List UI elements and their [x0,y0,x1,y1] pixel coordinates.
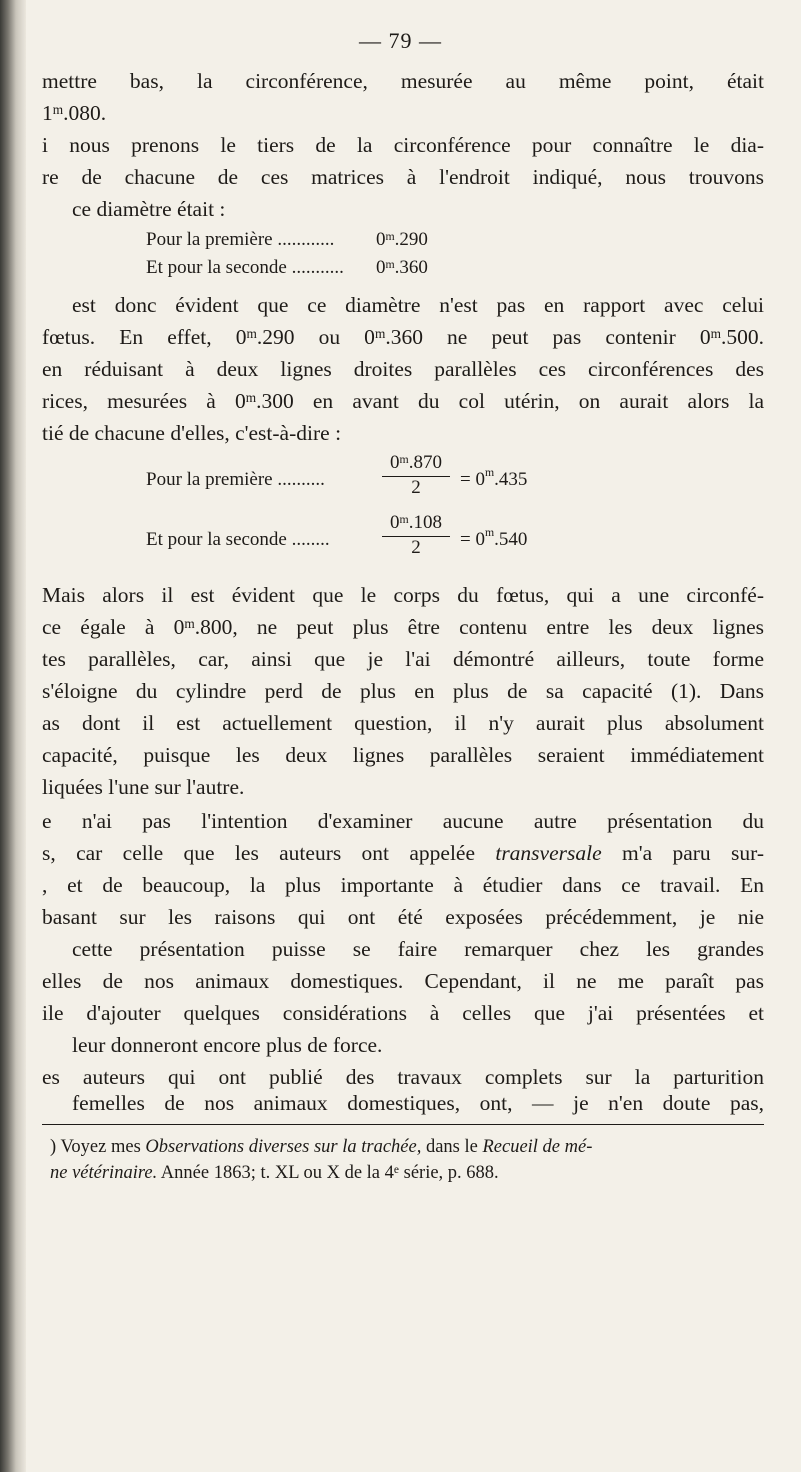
text-line: en réduisant à deux lignes droites parallèles ces circonférences des [42,357,764,381]
text-line [42,838,764,868]
text-line: elles de nos animaux domestiques. Cependant, il ne me paraît pas [42,969,764,993]
text-line: tié de chacune d'elles, c'est-à-dire : [42,421,342,445]
text-line: re de chacune de ces matrices à l'endroit indiqué, nous trouvons [42,165,764,189]
text-line: leur donneront encore plus de force. [72,1033,383,1057]
footnote-text-c: Année 1863; t. XL ou X de la 4 [157,1163,394,1183]
formula-label: Pour la première .......... [146,469,325,490]
fraction-formula [146,452,646,510]
formula-result: = $0^m.435$ [460,466,528,490]
fraction [382,512,450,559]
fraction [382,452,450,499]
text-line: Mais alors il est évident que le corps du fœtus, qui a une circonfé- [42,583,764,607]
text-line: i nous prenons le tiers de la circonférence pour connaître le dia- [42,133,764,157]
footnote-italic: Observations diverses sur la trachée, [145,1137,422,1157]
text-line: 1$^m$.080. [42,101,107,125]
text-line: rices, mesurées à 0$^m$.300 en avant du col utérin, on aurait alors la [42,389,764,413]
fraction-denominator: 2 [411,537,421,558]
fraction-numerator: 0$^m$.870 [382,452,450,477]
footnote-line [50,1134,764,1160]
fraction-numerator: 0$^m$.108 [382,512,450,537]
text-line: est donc évident que ce diamètre n'est pas en rapport avec celui [72,293,764,317]
footnote-text-d: série, p. 688. [399,1163,499,1183]
fraction-denominator: 2 [411,477,421,498]
measurement-value: 0$^m$.290 [376,229,428,250]
page-number: — 79 — [359,28,442,53]
measurement-value: 0$^m$.360 [376,257,428,278]
formula-label: Et pour la seconde ........ [146,529,330,550]
italic-term: transversale [495,841,602,865]
page-gutter-shadow [0,0,26,1472]
text-line: ce diamètre était : [72,197,226,221]
footnote-line [50,1160,764,1186]
text-line: ce égale à 0$^m$.800, ne peut plus être contenu entre les deux lignes [42,615,764,639]
text-line: e n'ai pas l'intention d'examiner aucune autre présentation du [42,809,764,833]
text-line: tes parallèles, car, ainsi que je l'ai démontré ailleurs, toute forme [42,647,764,671]
measurement-label: Pour la première ............ [146,229,335,250]
text-line: s'éloigne du cylindre perd de plus en plus de sa capacité (1). Dans [42,679,764,703]
text-line: as dont il est actuellement question, il n'y aurait plus absolument [42,711,764,735]
footnote-sup: e [393,1164,399,1176]
text-line: cette présentation puisse se faire remarquer chez les grandes [72,937,764,961]
footnote-italic: Recueil de mé- [482,1137,593,1157]
text-line-prefix: s, car celle que les auteurs ont appelée [42,841,496,865]
text-line: capacité, puisque les deux lignes parallèles seraient immédiatement [42,743,764,767]
text-line: es auteurs qui ont publié des travaux complets sur la parturition [42,1065,764,1089]
text-line: ile d'ajouter quelques considérations à celles que j'ai présentées et [42,1001,764,1025]
footnote-text-a: ) Voyez mes [50,1137,146,1157]
text-line-suffix: m'a paru sur- [601,841,764,865]
text-line: mettre bas, la circonférence, mesurée au même point, était [42,69,764,93]
measurement-label: Et pour la seconde ........... [146,257,344,278]
text-line: fœtus. En effet, 0$^m$.290 ou 0$^m$.360 ne peut pas contenir 0$^m$.500. [42,325,764,349]
fraction-formula [146,512,646,570]
text-line: basant sur les raisons qui ont été exposées précédemment, je nie [42,905,764,929]
text-line: femelles de nos animaux domestiques, ont, — je n'en doute pas, [72,1094,764,1115]
measurement-row [146,228,428,252]
footnote-separator [42,1124,764,1125]
formula-result: = $0^m.540$ [460,526,528,550]
footnote-italic: ne vétérinaire. [50,1163,158,1183]
footnote-text-b: dans le [421,1137,483,1157]
text-line: liquées l'une sur l'autre. [42,775,245,799]
text-line: , et de beaucoup, la plus importante à étudier dans ce travail. En [42,873,764,897]
measurement-row [146,256,428,280]
